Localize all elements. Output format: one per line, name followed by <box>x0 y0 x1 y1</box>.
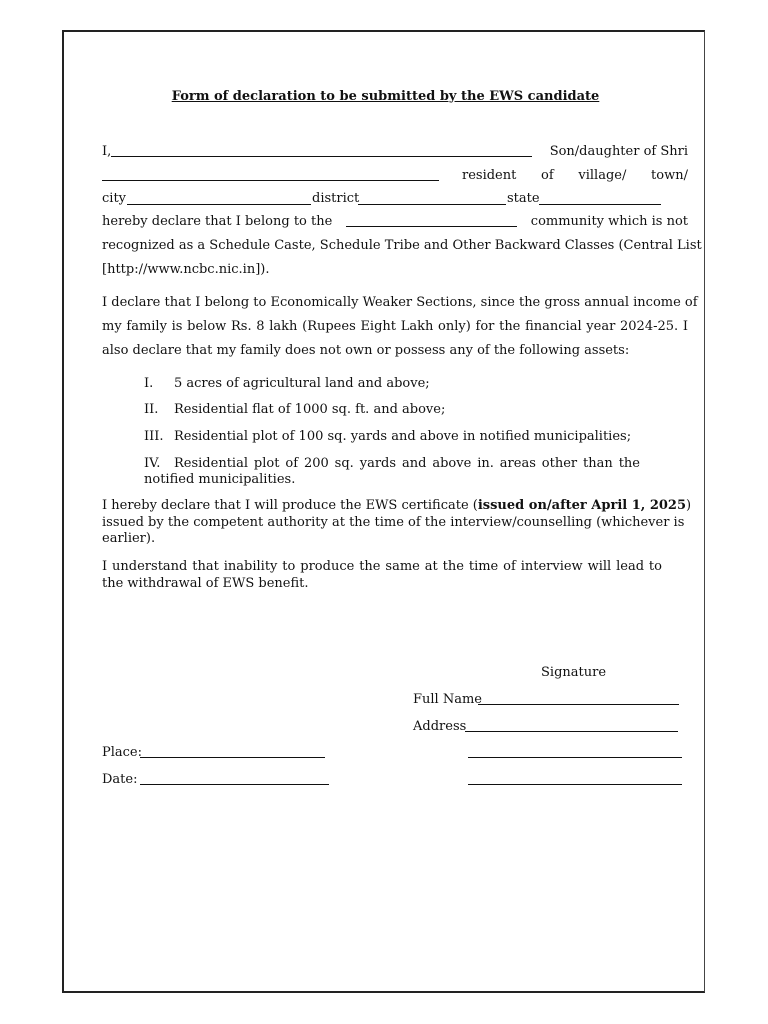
para4-line2: the withdrawal of EWS benefit. <box>102 576 309 591</box>
address-label: Address <box>413 719 467 734</box>
word-village: village/ <box>578 168 627 183</box>
para1-line4-start: hereby declare that I belong to the <box>102 214 333 229</box>
state-label: state <box>507 191 540 206</box>
para3-line3: earlier). <box>102 531 156 546</box>
para1-line5: recognized as a Schedule Caste, Schedule Tribe and Other Backward Classes (Central List <box>102 238 702 253</box>
address-blank-3[interactable] <box>468 784 682 785</box>
asset-item: III. Residential plot of 100 sq. yards and above in notified municipalities; <box>144 429 632 444</box>
para1-line6: [http://www.ncbc.nic.in]). <box>102 262 270 277</box>
para2-line1: I declare that I belong to Economically Weaker Sections, since the gross annual income of <box>102 295 698 310</box>
certificate-date-emphasis: issued on/after April 1, 2025 <box>477 498 687 513</box>
para3-line1: I hereby declare that I will produce the EWS certificate (issued on/after April 1, 2025) <box>102 498 692 513</box>
para4-line1: I understand that inability to produce the same at the time of interview will lead to <box>102 559 662 574</box>
date-label: Date: <box>102 772 138 787</box>
asset-item: IV. Residential plot of 200 sq. yards and above in. areas other than the <box>144 456 640 471</box>
community-blank[interactable] <box>346 226 517 227</box>
para1-line2-words <box>462 168 688 184</box>
asset-item: I. 5 acres of agricultural land and above; <box>144 376 430 391</box>
father-name-blank[interactable] <box>102 180 439 181</box>
para2-line2: my family is below Rs. 8 lakh (Rupees Eight Lakh only) for the financial year 2024-25. I <box>102 319 688 334</box>
district-blank[interactable] <box>358 204 506 205</box>
asset-item: II. Residential flat of 1000 sq. ft. and above; <box>144 402 446 417</box>
date-blank[interactable] <box>140 784 329 785</box>
full-name-label: Full Name <box>413 692 482 707</box>
candidate-name-blank[interactable] <box>111 156 532 157</box>
district-label: district <box>312 191 360 206</box>
state-blank[interactable] <box>539 204 661 205</box>
word-resident: resident <box>462 168 517 183</box>
para1-line1-end: Son/daughter of Shri <box>549 144 688 159</box>
declaration-page <box>62 30 705 993</box>
para2-line3: also declare that my family does not own or possess any of the following assets: <box>102 343 630 358</box>
word-town: town/ <box>651 168 688 183</box>
asset-item-continued: notified municipalities. <box>144 472 296 487</box>
address-blank-1[interactable] <box>465 731 678 732</box>
signature-label: Signature <box>541 665 607 680</box>
address-blank-2[interactable] <box>468 757 682 758</box>
place-label: Place: <box>102 745 143 760</box>
place-blank[interactable] <box>140 757 325 758</box>
city-label: city <box>102 191 127 206</box>
para3-line2: issued by the competent authority at the time of the interview/counselling (whichever is <box>102 515 685 530</box>
para1-line4-end: community which is not <box>530 214 688 229</box>
form-title: Form of declaration to be submitted by the EWS candidate <box>171 89 600 104</box>
city-blank[interactable] <box>127 204 311 205</box>
full-name-blank[interactable] <box>478 704 679 705</box>
para1-line1-start: I, <box>102 144 112 159</box>
word-of: of <box>541 168 554 183</box>
